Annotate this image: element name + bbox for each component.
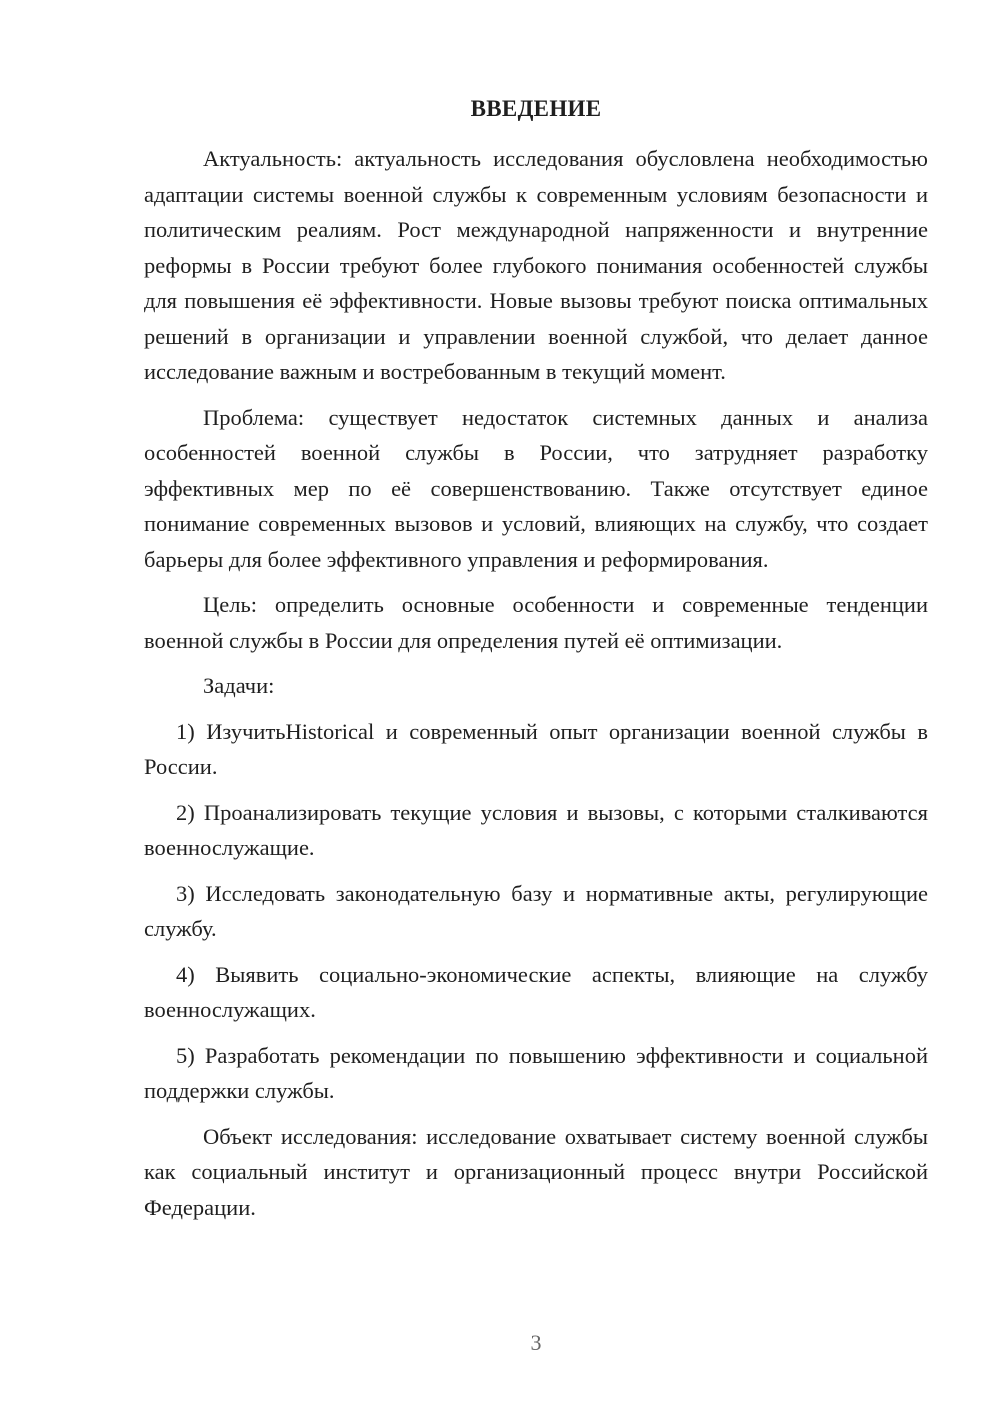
paragraph-relevance: Актуальность: актуальность исследования обусловлена необходимостью адаптации системы военной службы к современным условиям безопасности и политическим реалиям. Рост международной напряженности и внутренние реформы в России требуют более глубокого понимания особенностей службы для повышения её эффективности. Новые вызовы требуют поиска оптимальных решений в организации и управлении военной службой, что делает данное исследование важным и востребованным в текущий момент. [144,146,928,384]
task-item-3: 3) Исследовать законодательную базу и нормативные акты, регулирующие службу. [144,880,928,941]
document-body [144,141,928,1235]
task-item-5: 5) Разработать рекомендации по повышению эффективности и социальной поддержки службы. [144,1042,928,1103]
paragraph-problem: Проблема: существует недостаток системных данных и анализа особенностей военной службы в России, что затрудняет разработку эффективных мер по её совершенствованию. Также отсутствует единое понимание современных вызовов и условий, влияющих на службу, что создает барьеры для более эффективного управления и реформирования. [144,404,928,572]
task-item-4: 4) Выявить социально-экономические аспекты, влияющие на службу военнослужащих. [144,961,928,1022]
section-heading: ВВЕДЕНИЕ [470,96,602,121]
page-number: 3 [530,1330,542,1355]
task-item-2: 2) Проанализировать текущие условия и вызовы, с которыми сталкиваются военнослужащие. [144,799,928,860]
paragraph-object: Объект исследования: исследование охватывает систему военной службы как социальный институт и организационный процесс внутри Российской Федерации. [144,1123,928,1220]
task-item-1: 1) ИзучитьHistorical и современный опыт организации военной службы в России. [144,718,928,779]
paragraph-goal: Цель: определить основные особенности и современные тенденции военной службы в России для определения путей её оптимизации. [144,592,928,653]
tasks-heading: Задачи: [203,673,275,698]
